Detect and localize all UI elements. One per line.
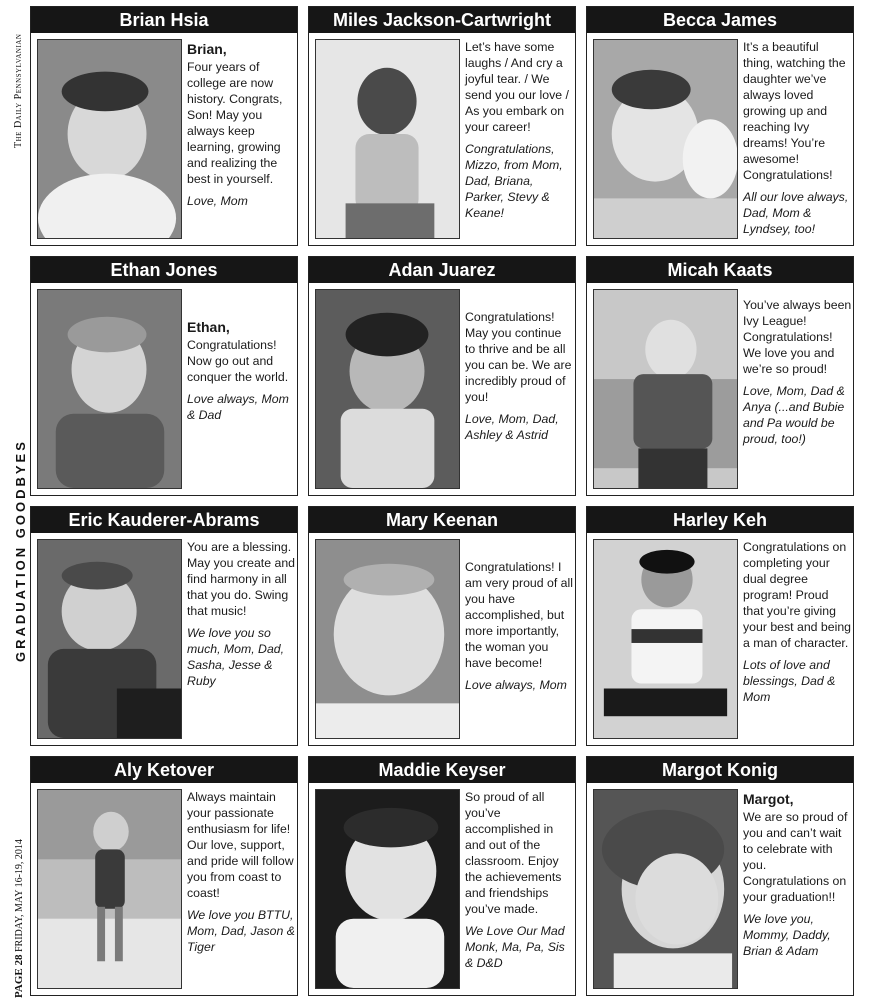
graduate-name: Ethan Jones xyxy=(31,257,297,283)
tribute-card xyxy=(30,256,298,496)
tribute-card xyxy=(308,6,576,246)
graduate-name: Aly Ketover xyxy=(31,757,297,783)
tribute-card xyxy=(586,756,854,996)
baby-photo xyxy=(37,289,182,489)
signature: Love always, Mom xyxy=(465,678,567,692)
tribute-card xyxy=(586,506,854,746)
signature: Love always, Mom & Dad xyxy=(187,392,289,422)
message-text: You are a blessing. May you create and find harmony in all that you do. Swing that music! xyxy=(187,540,296,618)
page-number: PAGE 28 xyxy=(13,954,25,998)
issue-date: FRIDAY, MAY 16-19, 2014 xyxy=(14,839,25,952)
graduate-name: Maddie Keyser xyxy=(309,757,575,783)
message-text: So proud of all you’ve accomplished in and out of the classroom. Enjoy the achievements and friendships you’ve made. xyxy=(465,790,562,916)
tribute-message xyxy=(743,39,852,237)
signature: We love you BTTU, Mom, Dad, Jason & Tiger xyxy=(187,908,295,954)
message-text: Four years of college are now history. Congrats, Son! May you always keep learning, growing and realizing the best in yourself. xyxy=(187,60,283,186)
message-text: We are so proud of you and can’t wait to celebrate with you. Congratulations on your graduation!! xyxy=(743,810,848,904)
tribute-message xyxy=(743,789,852,959)
baby-photo xyxy=(315,289,460,489)
tribute-card xyxy=(586,6,854,246)
graduate-name: Mary Keenan xyxy=(309,507,575,533)
tribute-card xyxy=(30,756,298,996)
signature: Lots of love and blessings, Dad & Mom xyxy=(743,658,836,704)
baby-photo xyxy=(37,39,182,239)
signature: Love, Mom, Dad, Ashley & Astrid xyxy=(465,412,559,442)
message-text: Let’s have some laughs / And cry a joyful tear. / We send you our love / As you embark on your career! xyxy=(465,40,569,134)
tribute-message xyxy=(465,39,574,221)
baby-photo xyxy=(593,39,738,239)
graduate-name: Margot Konig xyxy=(587,757,853,783)
graduate-name: Miles Jackson-Cartwright xyxy=(309,7,575,33)
graduate-name: Harley Keh xyxy=(587,507,853,533)
tribute-message xyxy=(465,309,574,443)
baby-photo xyxy=(593,789,738,989)
tribute-message xyxy=(743,539,852,705)
baby-photo xyxy=(315,789,460,989)
message-text: Congratulations! Now go out and conquer the world. xyxy=(187,338,289,384)
greeting: Brian, xyxy=(187,41,227,57)
tribute-message xyxy=(465,559,574,693)
message-text: Always maintain your passionate enthusiasm for life! Our love, support, and pride will follow you from coast to coast! xyxy=(187,790,294,900)
signature: We love you, Mommy, Daddy, Brian & Adam xyxy=(743,912,831,958)
tribute-grid xyxy=(30,6,864,996)
baby-photo xyxy=(593,289,738,489)
graduate-name: Adan Juarez xyxy=(309,257,575,283)
baby-photo xyxy=(593,539,738,739)
baby-photo xyxy=(315,39,460,239)
tribute-message xyxy=(187,317,296,423)
tribute-message xyxy=(187,789,296,955)
baby-photo xyxy=(37,789,182,989)
tribute-message xyxy=(187,39,296,209)
page-spine xyxy=(0,0,26,1000)
tribute-card xyxy=(308,506,576,746)
tribute-card xyxy=(308,256,576,496)
message-text: It’s a beautiful thing, watching the daughter we’ve always loved growing up and reaching Ivy dreams! You’re awesome! Congratulations! xyxy=(743,40,846,182)
signature: We love you so much, Mom, Dad, Sasha, Jesse & Ruby xyxy=(187,626,285,688)
baby-photo xyxy=(315,539,460,739)
greeting: Ethan, xyxy=(187,319,230,335)
graduate-name: Becca James xyxy=(587,7,853,33)
graduate-name: Micah Kaats xyxy=(587,257,853,283)
tribute-message xyxy=(743,297,852,447)
signature: Congratulations, Mizzo, from Mom, Dad, Briana, Parker, Stevy & Keane! xyxy=(465,142,563,220)
signature: We Love Our Mad Monk, Ma, Pa, Sis & D&D xyxy=(465,924,565,970)
message-text: Congratulations! May you continue to thrive and be all you can be. We are incredibly proud of you! xyxy=(465,310,572,404)
message-text: Congratulations on completing your dual degree program! Proud that you’re giving your best and being a man of character. xyxy=(743,540,852,650)
graduate-name: Eric Kauderer-Abrams xyxy=(31,507,297,533)
tribute-message xyxy=(187,539,296,689)
message-text: Congratulations! I am very proud of all you have accomplished, but more importantly, the woman you have become! xyxy=(465,560,573,670)
section-title: GRADUATION GOODBYES xyxy=(13,439,28,662)
newspaper-name: The Daily Pennsylvanian xyxy=(13,33,24,148)
message-text: You’ve always been Ivy League! Congratulations! We love you and we’re so proud! xyxy=(743,298,852,376)
greeting: Margot, xyxy=(743,791,794,807)
tribute-card xyxy=(308,756,576,996)
tribute-message xyxy=(465,789,574,971)
signature: Love, Mom, Dad & Anya (...and Bubie and Pa would be proud, too!) xyxy=(743,384,845,446)
graduate-name: Brian Hsia xyxy=(31,7,297,33)
signature: All our love always, Dad, Mom & Lyndsey, too! xyxy=(743,190,849,236)
tribute-card xyxy=(30,506,298,746)
tribute-card xyxy=(30,6,298,246)
tribute-card xyxy=(586,256,854,496)
baby-photo xyxy=(37,539,182,739)
page-info xyxy=(13,839,25,998)
signature: Love, Mom xyxy=(187,194,248,208)
